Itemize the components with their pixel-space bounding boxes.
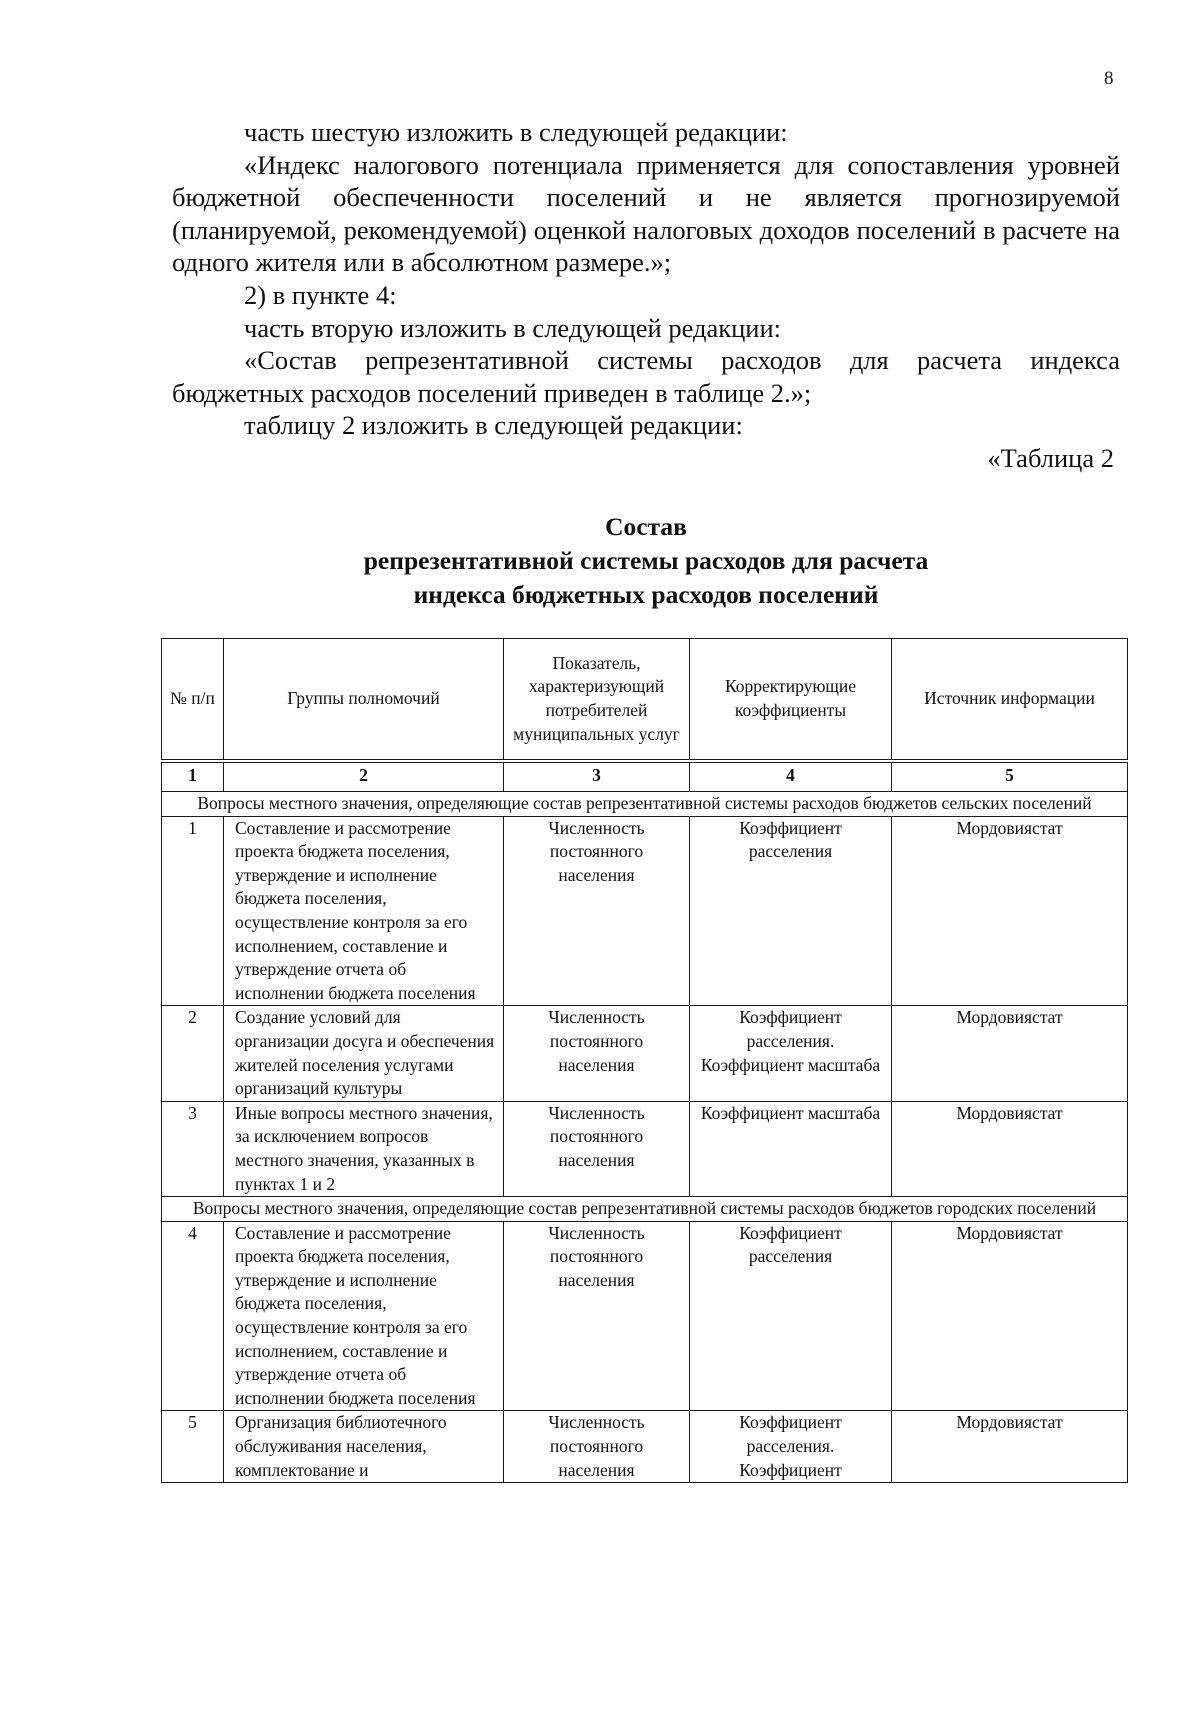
paragraph: часть шестую изложить в следующей редакции: [244,117,788,147]
row-indicator: Численность постоянного населения [504,1221,690,1411]
header-indicator: Показатель, характеризующий потребителей муниципальных услуг [504,639,690,762]
table-header-row [162,639,1128,762]
row-coefficient: Коэффициент расселения. Коэффициент [690,1411,892,1483]
table-row [162,1411,1128,1483]
header-source: Источник информации [892,639,1128,762]
expenses-table [161,638,1128,1483]
table-title-line: индекса бюджетных расходов поселений [413,580,879,609]
column-number: 2 [224,761,504,792]
row-coefficient: Коэффициент масштаба [690,1101,892,1196]
paragraph: таблицу 2 изложить в следующей редакции: [244,410,743,441]
row-group: Составление и рассмотрение проекта бюджета поселения, утверждение и исполнение бюджета поселения, осуществление контроля за его исполнением, составление и утверждение отчета об исполнении бюджета поселения [224,1221,504,1411]
row-source: Мордовиястат [892,1411,1128,1483]
row-num: 2 [162,1006,224,1101]
row-group: Иные вопросы местного значения, за исключением вопросов местного значения, указанных в пунктах 1 и 2 [224,1101,504,1196]
section-row [162,1197,1128,1222]
row-group: Составление и рассмотрение проекта бюджета поселения, утверждение и исполнение бюджета поселения, осуществление контроля за его исполнением, составление и утверждение отчета об исполнении бюджета поселения [224,816,504,1006]
row-source: Мордовиястат [892,1006,1128,1101]
table-row [162,1221,1128,1411]
row-group: Организация библиотечного обслуживания населения, комплектование и [224,1411,504,1483]
table-title-line: репрезентативной системы расходов для расчета [363,546,929,575]
table-row [162,1006,1128,1101]
row-num: 5 [162,1411,224,1483]
row-source: Мордовиястат [892,1221,1128,1411]
row-indicator: Численность постоянного населения [504,816,690,1006]
section-title: Вопросы местного значения, определяющие состав репрезентативной системы расходов бюджетов городских поселений [162,1197,1128,1222]
paragraph: 2) в пункте 4: [244,279,397,310]
column-number: 3 [504,761,690,792]
table-row [162,1101,1128,1196]
section-title: Вопросы местного значения, определяющие состав репрезентативной системы расходов бюджетов сельских поселений [162,792,1128,817]
row-coefficient: Коэффициент расселения. Коэффициент масштаба [690,1006,892,1101]
row-num: 3 [162,1101,224,1196]
table-row [162,816,1128,1006]
row-indicator: Численность постоянного населения [504,1101,690,1196]
row-coefficient: Коэффициент расселения [690,1221,892,1411]
table-label: «Таблица 2 [987,442,1114,473]
header-num: № п/п [162,639,224,762]
row-group: Создание условий для организации досуга и обеспечения жителей поселения услугами организаций культуры [224,1006,504,1101]
column-number-row [162,761,1128,792]
row-indicator: Численность постоянного населения [504,1006,690,1101]
body-text [172,116,1120,475]
paragraph: часть вторую изложить в следующей редакции: [244,312,782,343]
column-number: 5 [892,761,1128,792]
column-number: 4 [690,761,892,792]
header-group: Группы полномочий [224,639,504,762]
row-coefficient: Коэффициент расселения [690,816,892,1006]
row-num: 4 [162,1221,224,1411]
page-number: 8 [1104,68,1114,89]
section-row [162,792,1128,817]
column-number: 1 [162,761,224,792]
table-title [172,510,1120,612]
row-indicator: Численность постоянного населения [504,1411,690,1483]
header-coefficient: Корректирующие коэффициенты [690,639,892,762]
row-num: 1 [162,816,224,1006]
table-title-line: Состав [605,512,687,541]
paragraph: «Состав репрезентативной системы расходов для расчета индекса бюджетных расходов поселений приведен в таблице 2.»; [172,345,1120,408]
paragraph: «Индекс налогового потенциала применяется для сопоставления уровней бюджетной обеспеченности поселений и не является прогнозируемой (планируемой, рекомендуемой) оценкой налоговых доходов поселений в расчете на одного жителя или в абсолютном размере.»; [172,149,1120,278]
row-source: Мордовиястат [892,816,1128,1006]
row-source: Мордовиястат [892,1101,1128,1196]
